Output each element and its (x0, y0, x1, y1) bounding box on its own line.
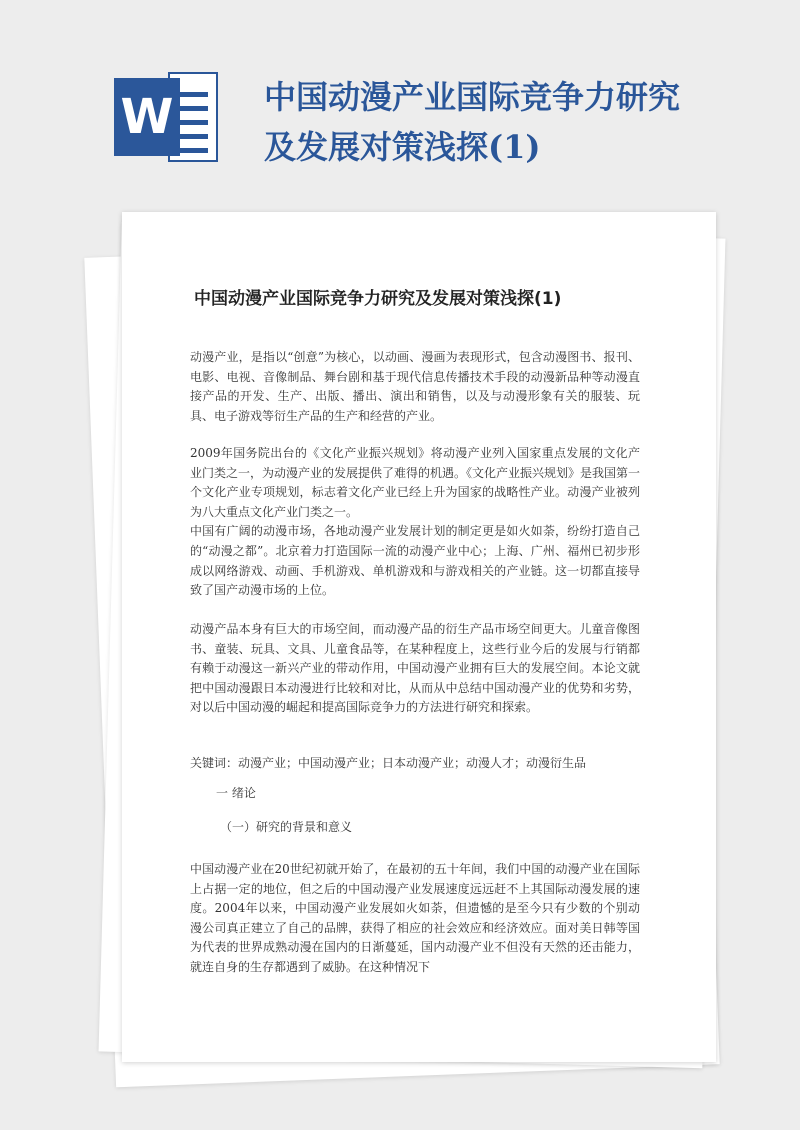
paragraph-policy (190, 444, 640, 601)
paragraph-text: 2009年国务院出台的《文化产业振兴规划》将动漫产业列入国家重点发展的文化产业门类之一，为动漫产业的发展提供了难得的机遇。《文化产业振兴规划》是我国第一个文化产业专项规划，标志着文化产业已经上升为国家的战略性产业。动漫产业被列为八大重点文化产业门类之一。 (190, 446, 641, 519)
paragraph-text: 动漫产业，是指以“创意”为核心，以动画、漫画为表现形式，包含动漫图书、报刊、电影、电视、音像制品、舞台剧和基于现代信息传播技术手段的动漫新品种等动漫直接产品的开发、生产、出版、播出、演出和销售，以及与动漫形象有关的服装、玩具、电子游戏等衍生产品的生产和经营的产业。 (190, 350, 640, 423)
keywords-line: 关键词：动漫产业；中国动漫产业；日本动漫产业；动漫人才；动漫衍生品 (190, 756, 587, 770)
paragraph-text: 中国动漫产业在20世纪初就开始了，在最初的五十年间，我们中国的动漫产业在国际上占据一定的地位，但之后的中国动漫产业发展速度远远赶不上其国际动漫发展的速度。2004年以来，中国动漫产业发展如火如荼，但遗憾的是至今只有少数的个别动漫公司真正建立了自己的品牌，获得了相应的社会效应和经济效应。面对美日韩等国为代表的世界成熟动漫在国内的日渐蔓延，国内动漫产业不但没有天然的还击能力，就连自身的生存都遇到了威胁。在这种情况下 (190, 862, 640, 974)
paragraph-background (190, 860, 640, 978)
page-title: 中国动漫产业国际竞争力研究及发展对策浅探(1) (194, 289, 562, 309)
section-heading: 一 绪论 (216, 786, 256, 800)
document-page (122, 212, 716, 1062)
paragraph-intro (190, 348, 640, 426)
paragraph-text: 中国有广阔的动漫市场，各地动漫产业发展计划的制定更是如火如荼，纷纷打造自己的“动漫之都”。北京着力打造国际一流的动漫产业中心；上海、广州、福州已初步形成以网络游戏、动画、手机游戏、单机游戏和与游戏相关的产业链。这一切都直接导致了国产动漫市场的上位。 (190, 524, 640, 598)
header-title: 中国动漫产业国际竞争力研究及发展对策浅探(1) (264, 78, 681, 166)
word-badge: W (114, 78, 180, 156)
word-document-icon (114, 68, 222, 168)
subsection-heading: （一）研究的背景和意义 (220, 820, 353, 834)
document-header (0, 0, 800, 200)
paragraph-text: 动漫产品本身有巨大的市场空间，而动漫产品的衍生产品市场空间更大。儿童音像图书、童装、玩具、文具、儿童食品等，在某种程度上，这些行业今后的发展与行销都有赖于动漫这一新兴产业的带动作用，中国动漫产业拥有巨大的发展空间。本论文就把中国动漫跟日本动漫进行比较和对比，从而从中总结中国动漫产业的优势和劣势，对以后中国动漫的崛起和提高国际竞争力的方法进行研究和探索。 (190, 622, 640, 715)
paragraph-market (190, 620, 640, 718)
